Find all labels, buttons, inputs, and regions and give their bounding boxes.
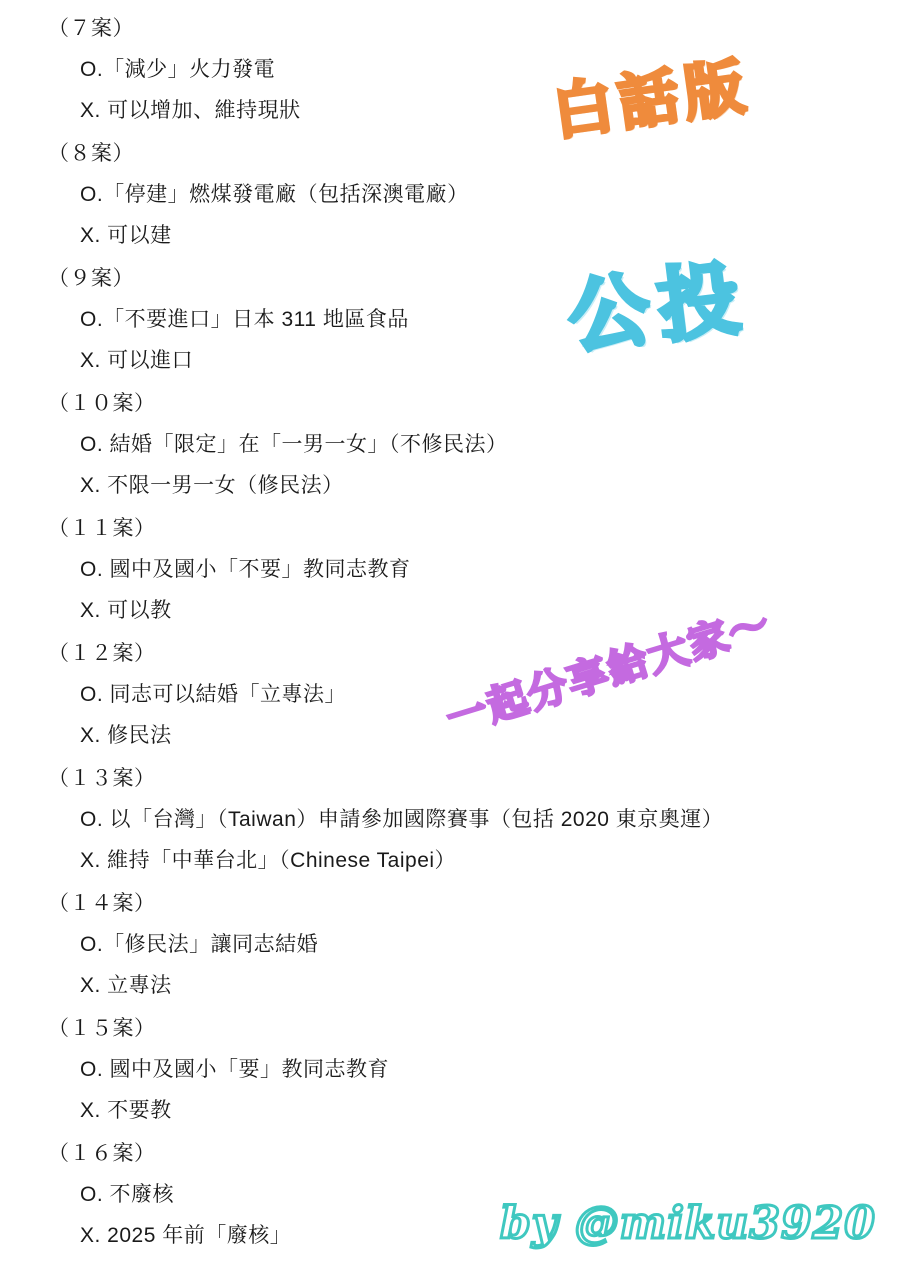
- case-title: （１３案）: [48, 767, 156, 790]
- case-title: （７案）: [48, 17, 134, 40]
- case-block: [48, 133, 868, 256]
- case-block: [48, 383, 868, 506]
- case-option-agree: O. 不廢核: [80, 1183, 175, 1206]
- stamp-referendum-title: 公投: [563, 250, 754, 365]
- case-block: [48, 1133, 868, 1256]
- case-title: （１１案）: [48, 517, 156, 540]
- stamp-share-message: 一起分享給大家～: [441, 600, 777, 743]
- case-option-disagree: X. 2025 年前「廢核」: [80, 1224, 292, 1247]
- case-title: （１６案）: [48, 1142, 156, 1165]
- case-option-disagree: X. 不要教: [80, 1099, 172, 1122]
- stamp-author-credit: by @miku3920: [500, 1198, 876, 1249]
- case-option-disagree: X. 不限一男一女（修民法）: [80, 474, 344, 497]
- case-option-disagree: X. 可以教: [80, 599, 172, 622]
- case-option-agree: O.「不要進口」日本 311 地區食品: [80, 308, 409, 331]
- case-option-agree: O. 國中及國小「要」教同志教育: [80, 1058, 390, 1081]
- case-block: [48, 508, 868, 631]
- referendum-case-list: [48, 8, 868, 1258]
- case-option-disagree: X. 可以建: [80, 224, 172, 247]
- case-block: [48, 8, 868, 131]
- case-option-agree: O. 結婚「限定」在「一男一女」（不修民法）: [80, 433, 508, 456]
- case-option-disagree: X. 可以增加、維持現狀: [80, 99, 301, 122]
- case-block: [48, 633, 868, 756]
- case-block: [48, 1008, 868, 1131]
- case-option-disagree: X. 可以進口: [80, 349, 194, 372]
- case-title: （１０案）: [48, 392, 156, 415]
- case-option-disagree: X. 修民法: [80, 724, 172, 747]
- case-title: （１４案）: [48, 892, 156, 915]
- case-title: （１２案）: [48, 642, 156, 665]
- case-option-agree: O. 國中及國小「不要」教同志教育: [80, 558, 411, 581]
- case-title: （１５案）: [48, 1017, 156, 1040]
- case-option-agree: O. 同志可以結婚「立專法」: [80, 683, 347, 706]
- stamp-plain-language-version: 白話版: [548, 51, 755, 149]
- case-title: （９案）: [48, 267, 134, 290]
- case-block: [48, 258, 868, 381]
- case-option-agree: O.「修民法」讓同志結婚: [80, 933, 319, 956]
- case-option-disagree: X. 維持「中華台北」（Chinese Taipei）: [80, 849, 457, 872]
- case-block: [48, 883, 868, 1006]
- case-option-agree: O. 以「台灣」（Taiwan）申請參加國際賽事（包括 2020 東京奧運）: [80, 808, 724, 831]
- case-option-agree: O.「減少」火力發電: [80, 58, 276, 81]
- case-option-agree: O.「停建」燃煤發電廠（包括深澳電廠）: [80, 183, 469, 206]
- case-block: [48, 758, 868, 881]
- case-option-disagree: X. 立專法: [80, 974, 172, 997]
- case-title: （８案）: [48, 142, 134, 165]
